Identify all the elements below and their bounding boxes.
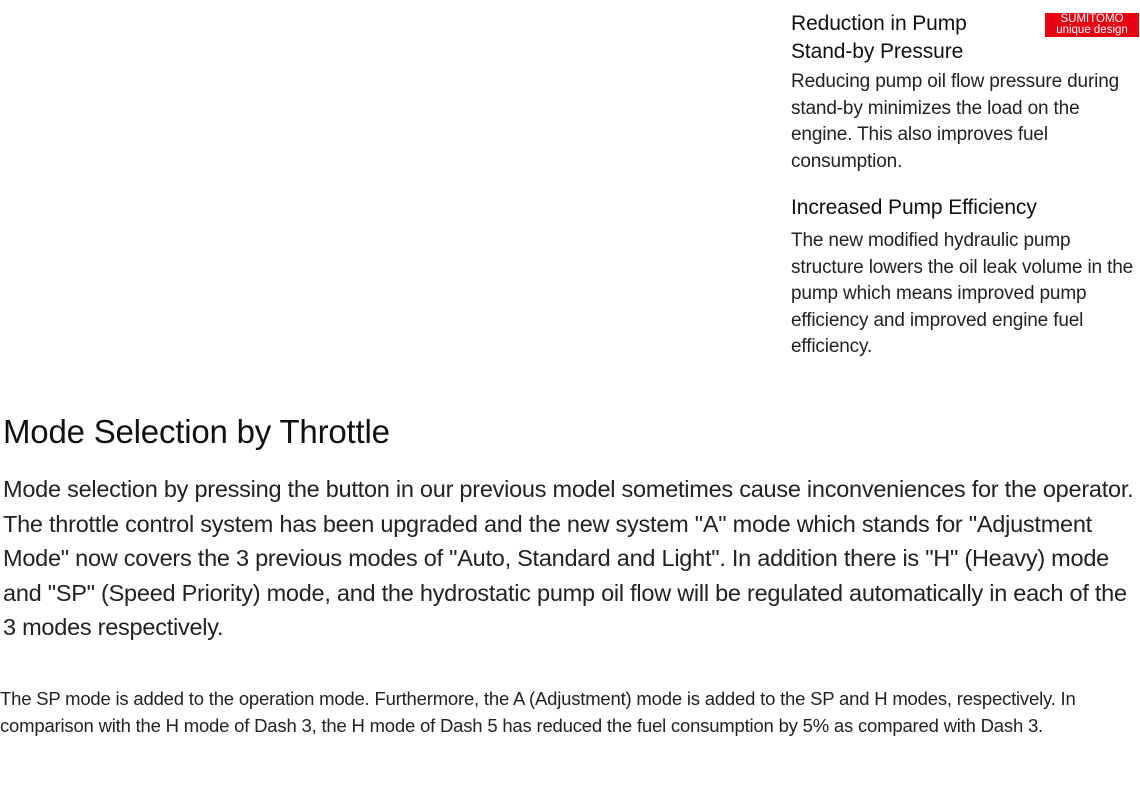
sumitomo-unique-design-badge	[1045, 13, 1139, 37]
feature-column	[791, 10, 1140, 361]
pump-efficiency-section	[791, 194, 1140, 361]
badge-line2: unique design	[1056, 24, 1128, 36]
mode-note-body: The SP mode is added to the operation mode. Furthermore, the A (Adjustment) mode is added to the SP and H modes, respectively. In comparison with the H mode of Dash 3, the H mode of Dash 5 has reduced the fuel consumption by 5% as compared with Dash 3.	[0, 688, 1076, 736]
mode-selection-body: Mode selection by pressing the button in our previous model sometimes cause inconveniences for the operator. The throttle control system has been upgraded and the new system "A" mode which stands for "Adjustment Mode" now covers the 3 previous modes of "Auto, Standard and Light". In addition there is "H" (Heavy) mode and "SP" (Speed Priority) mode, and the hydrostatic pump oil flow will be regulated automatically in each of the 3 modes respectively.	[3, 476, 1134, 640]
pump-standby-title-line1: Reduction in Pump	[791, 12, 967, 35]
badge-line1: SUMITOMO	[1060, 13, 1124, 25]
pump-efficiency-body: The new modified hydraulic pump structure lowers the oil leak volume in the pump which means improved pump efficiency and improved engine fuel efficiency.	[791, 230, 1134, 357]
pump-standby-body: Reducing pump oil flow pressure during stand-by minimizes the load on the engine. This also improves fuel consumption.	[791, 71, 1120, 172]
mode-selection-heading: Mode Selection by Throttle	[3, 413, 390, 450]
pump-efficiency-title: Increased Pump Efficiency	[791, 196, 1037, 219]
pump-standby-section	[791, 10, 1140, 175]
pump-standby-title-row	[791, 10, 1140, 66]
pump-standby-title-line2: Stand-by Pressure	[791, 40, 964, 63]
